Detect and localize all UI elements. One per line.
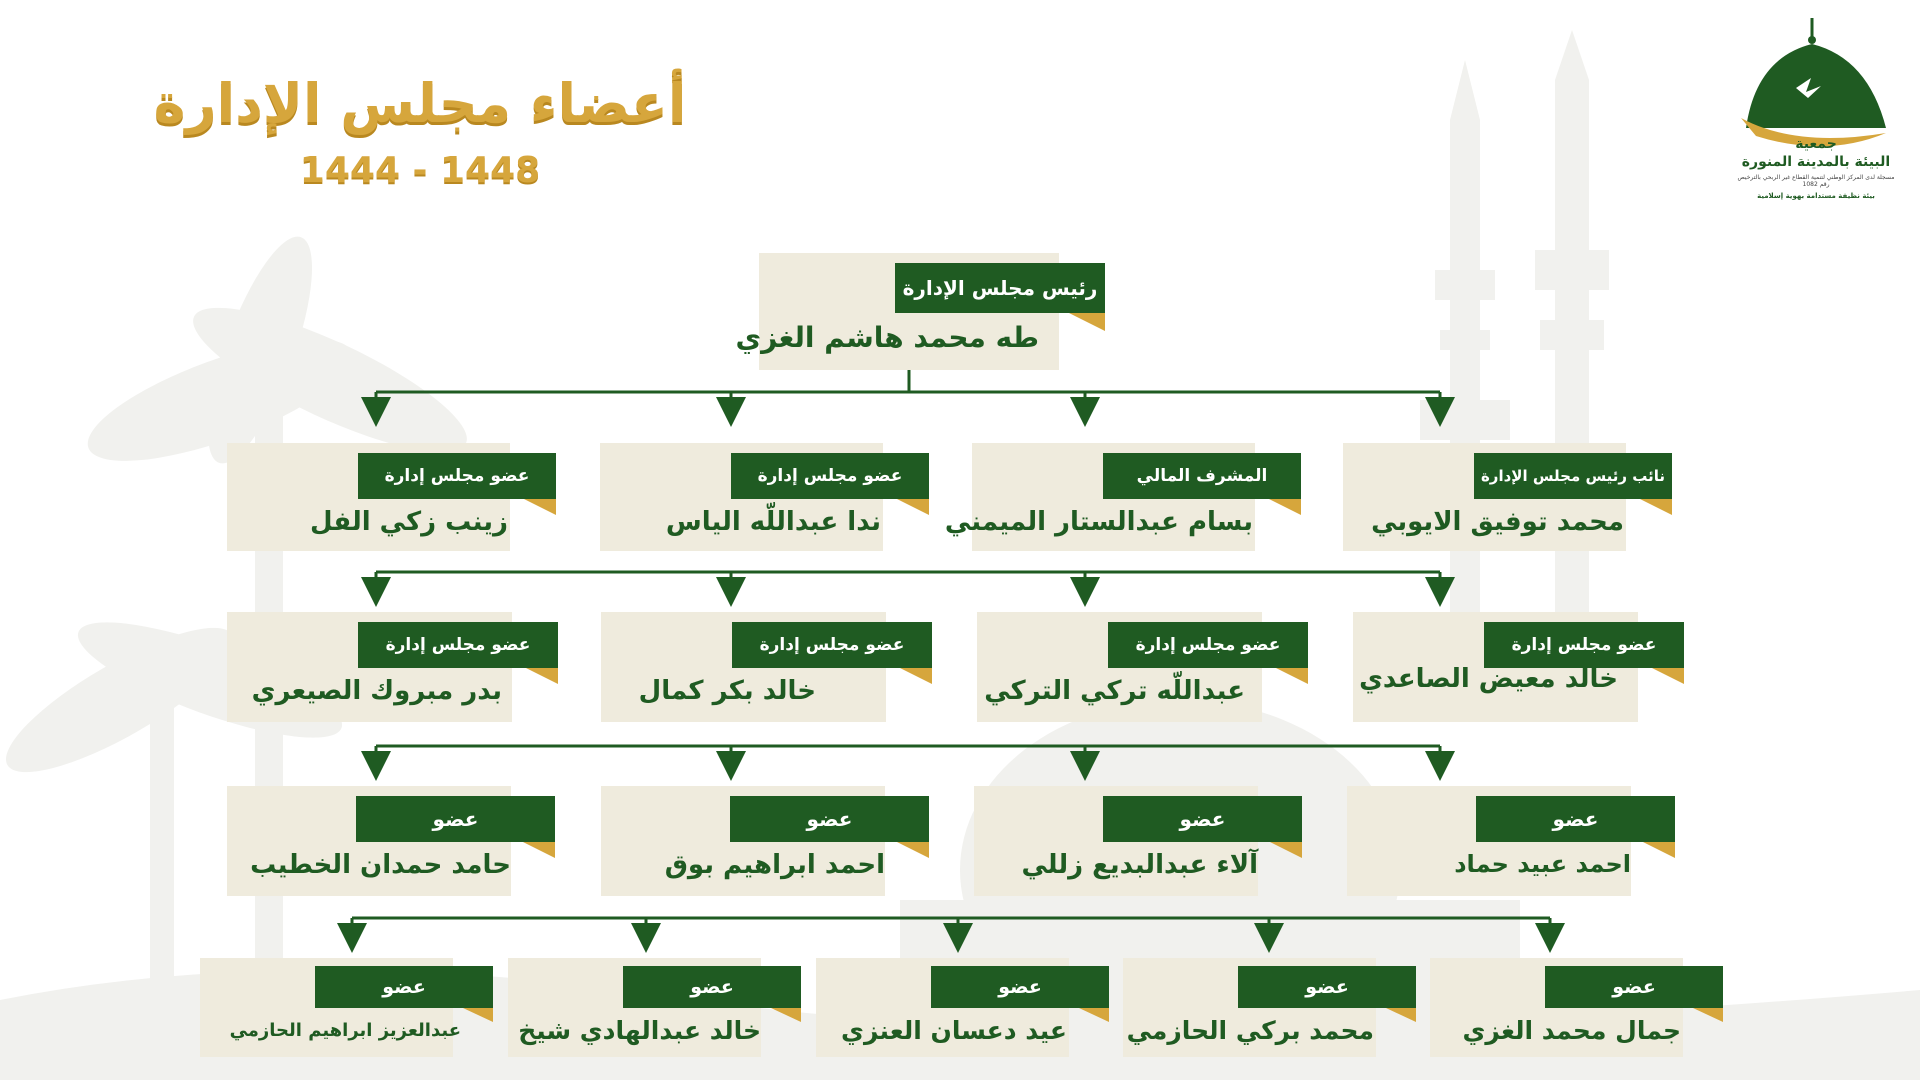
role-tab-fold	[771, 1008, 801, 1022]
role-tab-fold	[1079, 1008, 1109, 1022]
member-name: عبدالعزيز ابراهيم الحازمي	[229, 1020, 461, 1041]
member-role: عضو	[1545, 966, 1723, 1008]
member-role: عضو	[315, 966, 493, 1008]
role-tab-fold	[1643, 842, 1675, 858]
member-card	[227, 443, 530, 551]
member-name: خالد بكر كمال	[638, 676, 816, 706]
member-role: عضو	[356, 796, 555, 842]
member-role: المشرف المالي	[1103, 453, 1301, 499]
member-card	[944, 443, 1268, 551]
member-name: حامد حمدان الخطيب	[250, 850, 511, 880]
member-card	[200, 958, 461, 1057]
member-role: عضو مجلس إدارة	[358, 453, 556, 499]
member-name: احمد ابراهيم بوق	[664, 850, 885, 880]
page-title: أعضاء مجلس الإدارة	[153, 72, 687, 135]
member-name: ندا عبداللّه الياس	[665, 507, 881, 537]
member-name: احمد عبيد حماد	[1454, 850, 1631, 878]
member-card	[974, 786, 1258, 896]
logo-line-1: جمعية	[1795, 136, 1837, 152]
role-tab-fold	[526, 668, 558, 684]
member-card	[601, 786, 885, 896]
member-name: محمد توفيق الايوبي	[1371, 507, 1624, 537]
role-tab-fold	[897, 842, 929, 858]
member-card	[816, 958, 1069, 1057]
member-card	[1123, 958, 1376, 1057]
member-role: عضو	[1476, 796, 1675, 842]
chairman-name: طه محمد هاشم الغزي	[735, 321, 1039, 354]
member-role: عضو مجلس إدارة	[358, 622, 558, 668]
member-role: نائب رئيس مجلس الإدارة	[1474, 453, 1672, 499]
role-tab-fold	[1269, 499, 1301, 515]
logo-line-2: البيئة بالمدينة المنورة	[1741, 154, 1891, 170]
member-role: عضو	[931, 966, 1109, 1008]
member-card	[1353, 612, 1657, 722]
role-tab-fold	[1640, 499, 1672, 515]
role-tab-fold	[897, 499, 929, 515]
role-tab-fold	[1276, 668, 1308, 684]
member-name: بدر مبروك الصيعري	[251, 676, 502, 706]
member-name: عيد دعسان العنزي	[841, 1016, 1067, 1045]
role-tab-fold	[1652, 668, 1684, 684]
role-tab-fold	[900, 668, 932, 684]
member-name: جمال محمد الغزي	[1462, 1016, 1681, 1045]
member-card	[601, 612, 905, 722]
member-name: بسام عبدالستار الميمني	[944, 507, 1253, 537]
member-role: عضو مجلس إدارة	[1108, 622, 1308, 668]
member-card	[227, 612, 531, 722]
member-name: خالد عبدالهادي شيخ	[518, 1016, 761, 1045]
member-role: عضو	[623, 966, 801, 1008]
role-tab-fold	[463, 1008, 493, 1022]
member-role: عضو مجلس إدارة	[1484, 622, 1684, 668]
chairman-card	[735, 253, 1098, 370]
member-role: عضو	[1103, 796, 1302, 842]
member-card	[1347, 786, 1631, 896]
member-role: عضو	[1238, 966, 1416, 1008]
member-role: عضو مجلس إدارة	[732, 622, 932, 668]
member-role: عضو	[730, 796, 929, 842]
member-name: آلاء عبدالبديع زللي	[1021, 850, 1258, 880]
role-tab-fold	[523, 842, 555, 858]
member-role: عضو مجلس إدارة	[731, 453, 929, 499]
term-years: 1444 - 1448	[299, 150, 541, 191]
chairman-role: رئيس مجلس الإدارة	[895, 263, 1105, 313]
member-card	[508, 958, 761, 1057]
role-tab-fold	[1270, 842, 1302, 858]
role-tab-fold	[524, 499, 556, 515]
role-tab-fold	[1069, 313, 1105, 331]
logo-line-3: مسجلة لدى المركز الوطني لتنمية القطاع غير الربحي بالترخيص رقم 1082	[1737, 174, 1895, 188]
logo-line-4: بيئة نظيفة مستدامة بهوية إسلامية	[1757, 192, 1875, 200]
member-name: محمد بركي الحازمي	[1126, 1016, 1374, 1045]
member-card	[1430, 958, 1683, 1057]
member-name: زينب زكي الفل	[310, 507, 508, 537]
role-tab-fold	[1693, 1008, 1723, 1022]
member-card	[977, 612, 1281, 722]
member-card	[227, 786, 511, 896]
member-name: عبداللّه تركي التركي	[984, 676, 1245, 706]
member-name: خالد معيض الصاعدي	[1359, 664, 1618, 694]
member-card	[1343, 443, 1666, 551]
member-card	[600, 443, 903, 551]
role-tab-fold	[1386, 1008, 1416, 1022]
